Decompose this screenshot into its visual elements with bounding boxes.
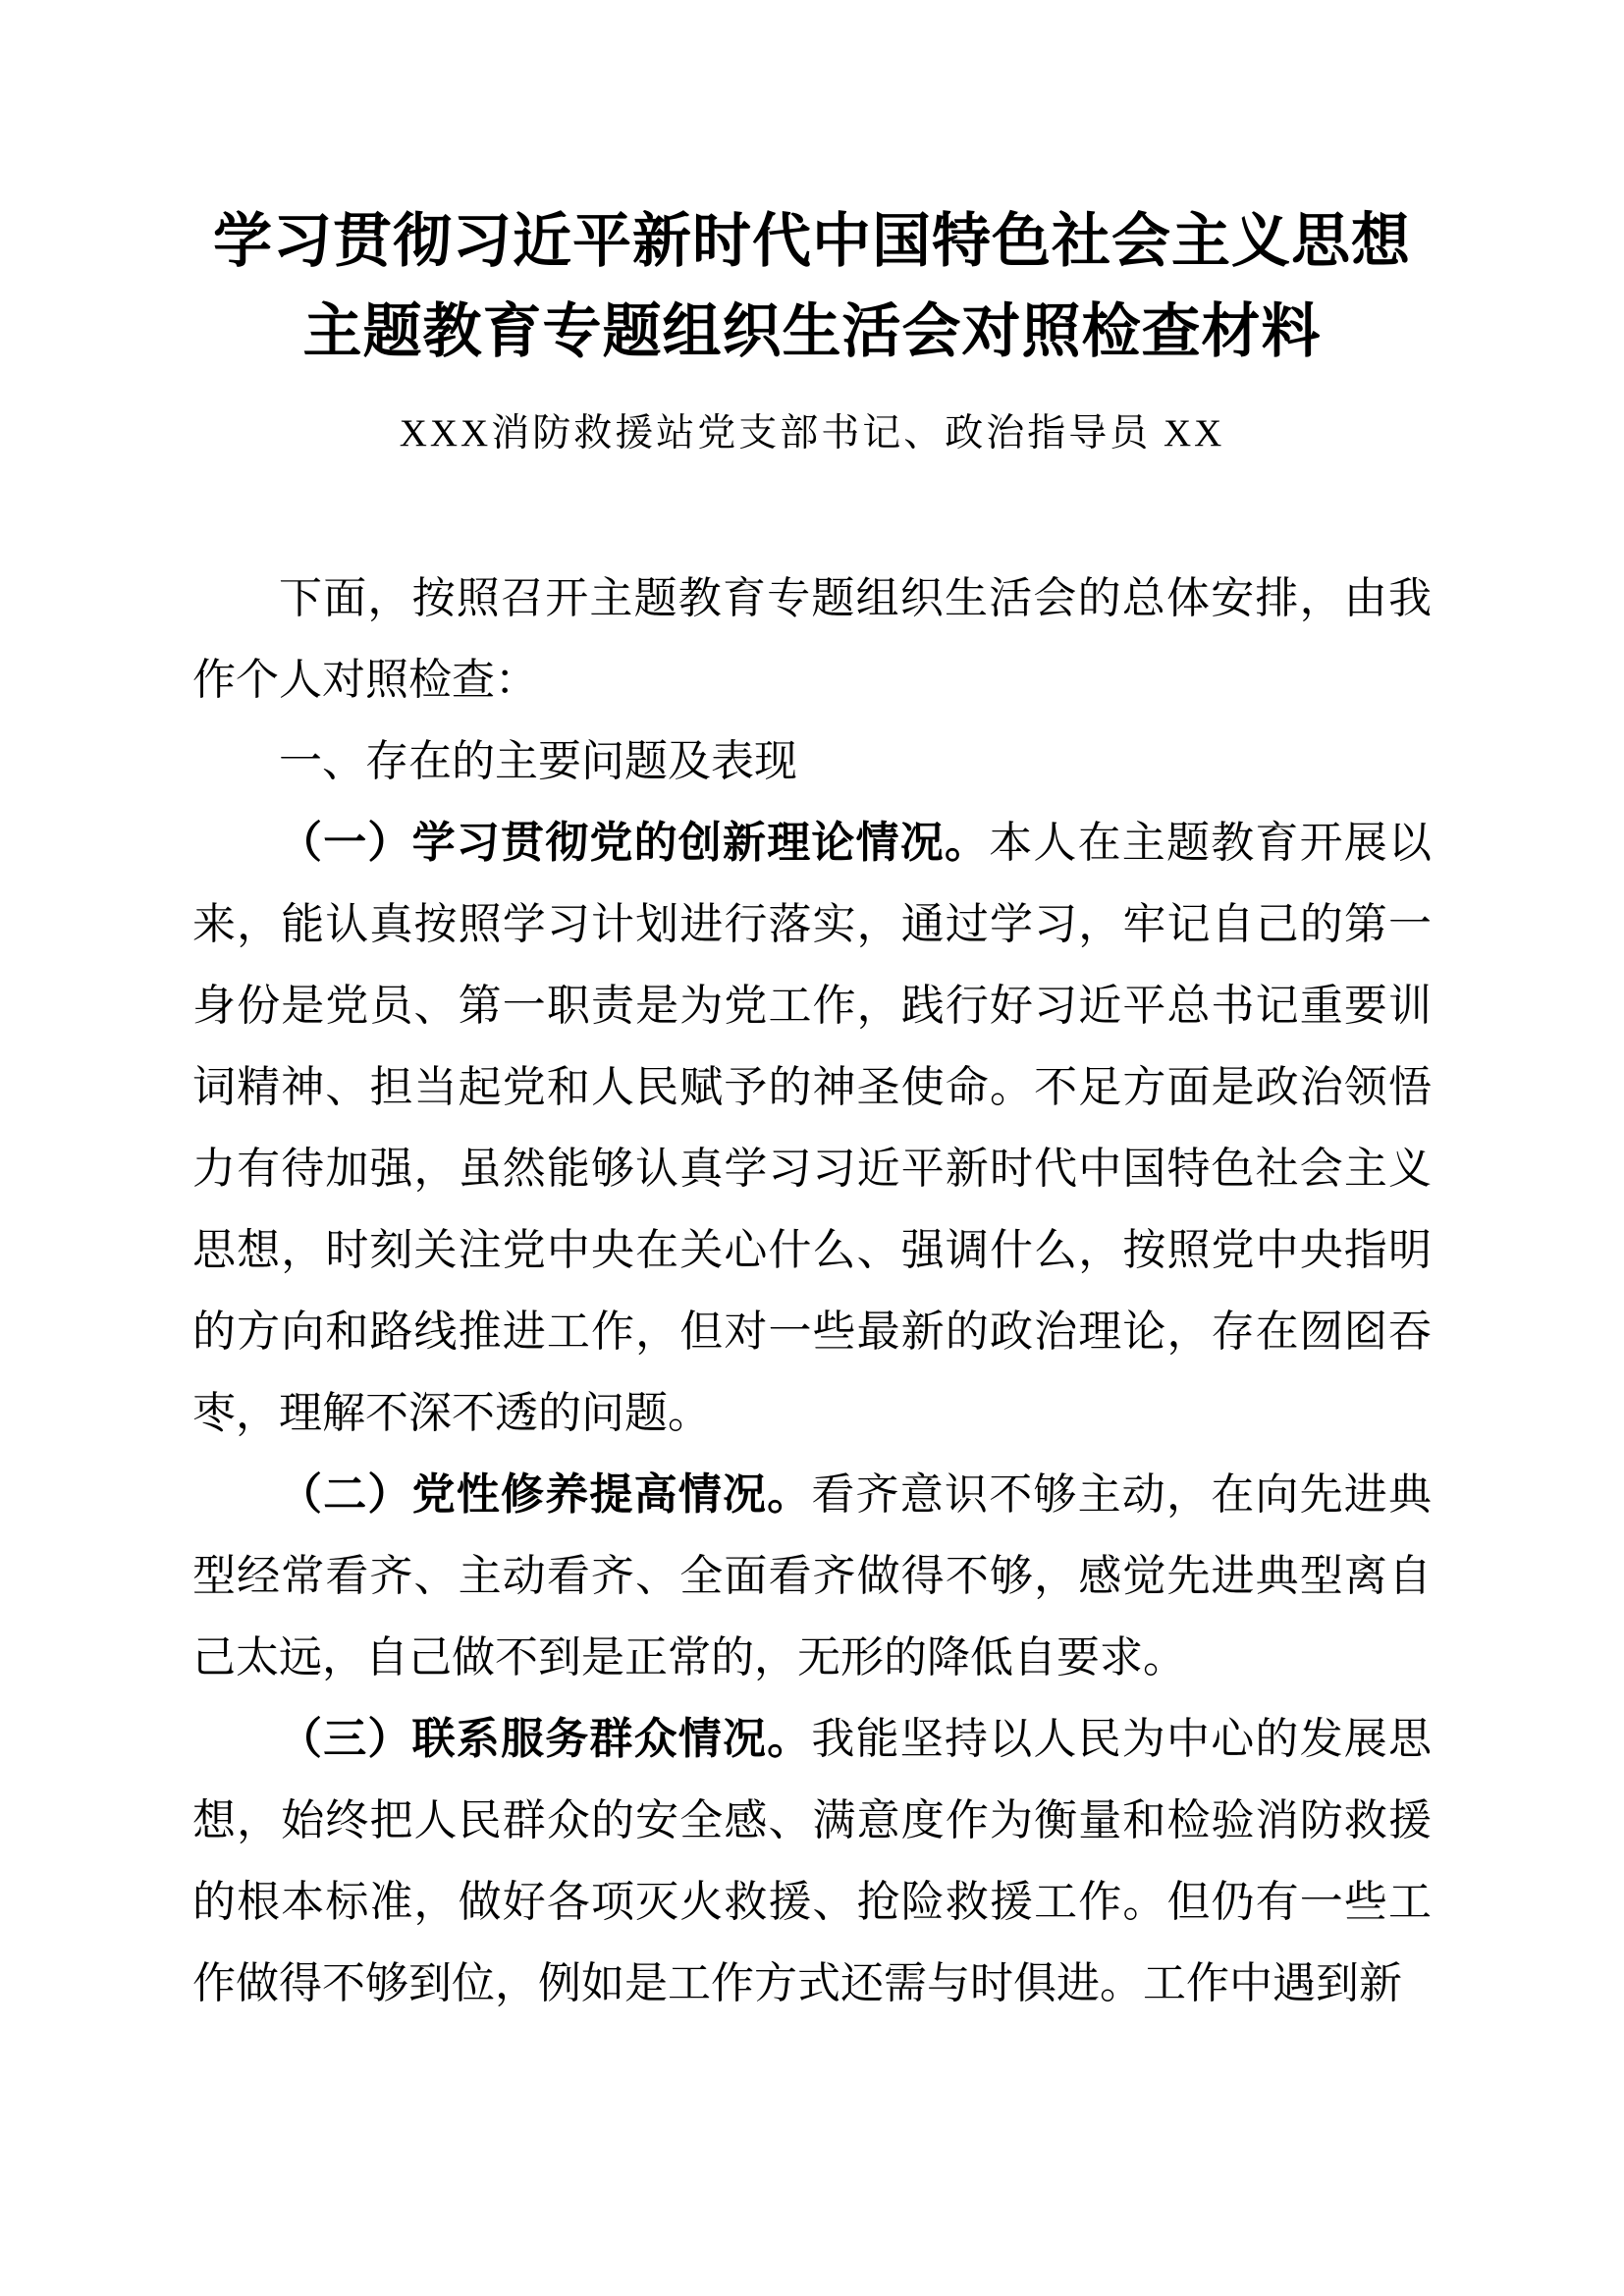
paragraph-item-1-text: 本人在主题教育开展以来，能认真按照学习计划进行落实，通过学习，牢记自己的第一身份是党员、第一职责是为党工作，践行好习近平总书记重要训词精神、担当起党和人民赋予的神圣使命。不足方面是政治领悟力有待加强，虽然能够认真学习习近平新时代中国特色社会主义思想，时刻关注党中央在关心什么、强调什么，按照党中央指明的方向和路线推进工作，但对一些最新的政治理论，存在囫囵吞枣，理解不深不透的问题。 xyxy=(192,819,1433,1437)
section-heading-1 xyxy=(192,721,1432,802)
paragraph-intro xyxy=(192,558,1432,721)
section-heading-1-text: 一、存在的主要问题及表现 xyxy=(279,737,797,785)
paragraph-item-2-lead: （二）党性修养提高情况。 xyxy=(279,1470,812,1519)
document-body xyxy=(192,558,1432,2024)
paragraph-item-3-lead: （三）联系服务群众情况。 xyxy=(279,1715,812,1763)
document-title-line-2: 主题教育专题组织生活会对照检查材料 xyxy=(302,298,1322,364)
paragraph-item-1-lead: （一）学习贯彻党的创新理论情况。 xyxy=(279,819,990,867)
paragraph-item-2-text: 看齐意识不够主动，在向先进典型经常看齐、主动看齐、全面看齐做得不够，感觉先进典型离自己太远，自己做不到是正常的，无形的降低自要求。 xyxy=(192,1470,1433,1682)
document-title xyxy=(192,196,1432,377)
paragraph-intro-text: 下面，按照召开主题教育专题组织生活会的总体安排，由我作个人对照检查： xyxy=(192,574,1432,704)
document-subtitle: XXX消防救援站党支部书记、政治指导员 XX xyxy=(399,412,1225,454)
paragraph-item-3-text: 我能坚持以人民为中心的发展思想，始终把人民群众的安全感、满意度作为衡量和检验消防救援的根本标准，做好各项灭火救援、抢险救援工作。但仍有一些工作做得不够到位，例如是工作方式还需与时俱进。工作中遇到新 xyxy=(192,1715,1433,2007)
paragraph-item-1 xyxy=(192,802,1432,1454)
paragraph-item-3 xyxy=(192,1698,1432,2024)
document-title-line-1: 学习贯彻习近平新时代中国特色社会主义思想 xyxy=(213,208,1411,274)
paragraph-item-2 xyxy=(192,1454,1432,1698)
